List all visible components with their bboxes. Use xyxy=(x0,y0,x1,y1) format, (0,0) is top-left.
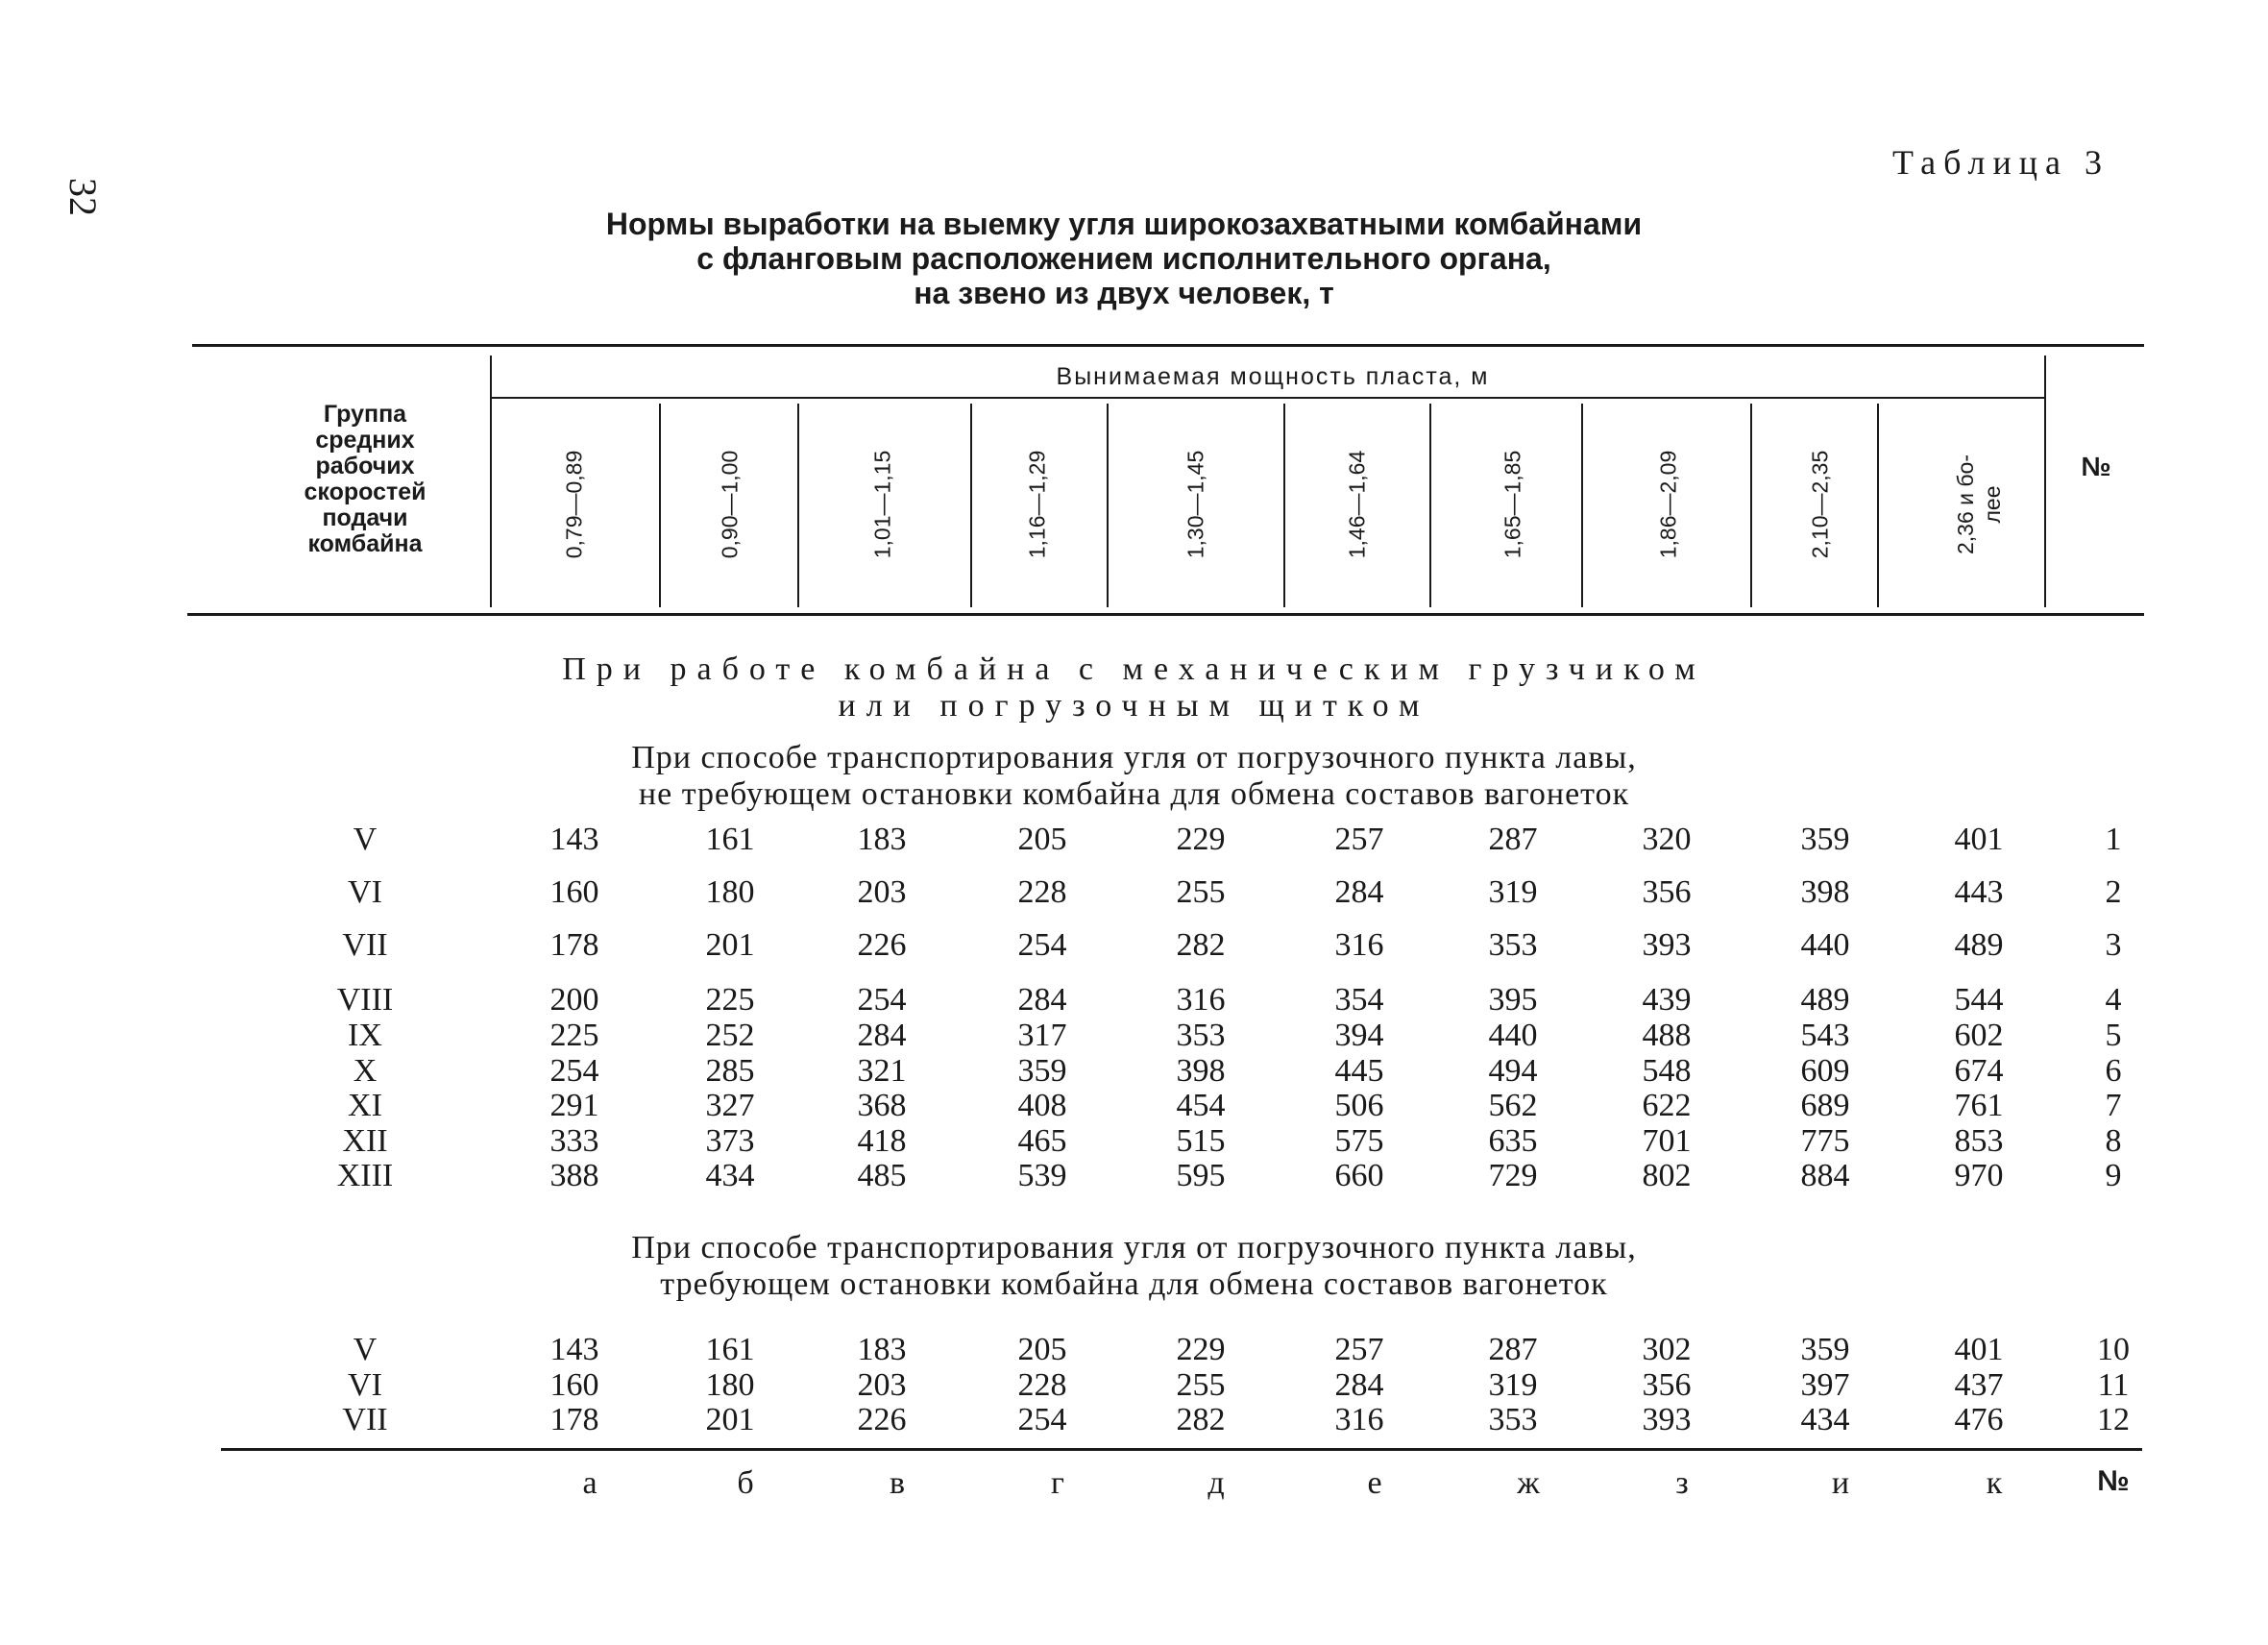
table-cell: 287 xyxy=(1488,822,1538,857)
table-cell: 401 xyxy=(1954,822,2004,857)
row-group-label: V xyxy=(353,822,378,857)
column-header xyxy=(1936,404,2022,605)
table-cell: 622 xyxy=(1642,1088,1692,1123)
table-cell: 674 xyxy=(1954,1053,2004,1089)
table-cell: 183 xyxy=(857,1332,907,1367)
table-cell: 562 xyxy=(1488,1088,1538,1123)
table-cell: 539 xyxy=(1017,1158,1067,1193)
table-cell: 761 xyxy=(1954,1088,2004,1123)
table-cell: 200 xyxy=(549,982,599,1018)
table-cell: 284 xyxy=(1334,874,1384,910)
column-header xyxy=(1470,404,1556,605)
table-cell: 515 xyxy=(1176,1123,1226,1159)
section-title-line: или погрузочным щитком xyxy=(838,688,1430,724)
thickness-span-header: Вынимаемая мощность пласта, м xyxy=(1056,363,1490,390)
table-cell: 445 xyxy=(1334,1053,1384,1089)
row-group-label: VI xyxy=(348,1367,382,1403)
footer-column-letter: в xyxy=(889,1465,906,1501)
table-cell: 353 xyxy=(1176,1018,1226,1053)
title-line: Нормы выработки на выемку угля широкозахватными комбайнами xyxy=(605,207,1643,241)
column-divider xyxy=(1107,404,1109,607)
section-title xyxy=(0,651,2268,724)
table-cell: 488 xyxy=(1642,1018,1692,1053)
table-cell: 440 xyxy=(1488,1018,1538,1053)
table-cell: 229 xyxy=(1176,822,1226,857)
table-cell: 853 xyxy=(1954,1123,2004,1159)
table-cell: 729 xyxy=(1488,1158,1538,1193)
table-cell: 180 xyxy=(705,874,755,910)
column-divider xyxy=(1581,404,1583,607)
table-cell: 454 xyxy=(1176,1088,1226,1123)
table-cell: 252 xyxy=(705,1018,755,1053)
table-cell: 284 xyxy=(857,1018,907,1053)
row-group-label: XIII xyxy=(336,1158,394,1193)
row-group-label: X xyxy=(353,1053,378,1089)
row-group-label: XII xyxy=(342,1123,388,1159)
table-cell: 609 xyxy=(1800,1053,1850,1089)
table-cell: 284 xyxy=(1017,982,1067,1018)
column-header-line: лее xyxy=(1980,485,2005,524)
subsection-title-line: При способе транспортирования угля от погрузочного пункта лавы, xyxy=(631,1230,1637,1265)
header-top-rule xyxy=(192,344,2144,347)
table-cell: 775 xyxy=(1800,1123,1850,1159)
table-cell: 254 xyxy=(1017,927,1067,963)
column-header-text: 2,10—2,35 xyxy=(1807,450,1833,559)
row-number: 1 xyxy=(2105,822,2122,857)
table-cell: 226 xyxy=(857,927,907,963)
row-group-label: IX xyxy=(348,1018,382,1053)
table-cell: 884 xyxy=(1800,1158,1850,1193)
footer-column-letter: е xyxy=(1367,1465,1382,1501)
table-cell: 395 xyxy=(1488,982,1538,1018)
table-cell: 353 xyxy=(1488,927,1538,963)
table-cell: 660 xyxy=(1334,1158,1384,1193)
table-cell: 575 xyxy=(1334,1123,1384,1159)
header-bottom-rule xyxy=(187,613,2144,616)
table-cell: 160 xyxy=(549,874,599,910)
table-cell: 254 xyxy=(1017,1402,1067,1437)
table-cell: 254 xyxy=(857,982,907,1018)
table-cell: 327 xyxy=(705,1088,755,1123)
table-cell: 180 xyxy=(705,1367,755,1403)
table-cell: 291 xyxy=(549,1088,599,1123)
table-cell: 418 xyxy=(857,1123,907,1159)
column-header xyxy=(840,404,926,605)
column-header xyxy=(1777,404,1864,605)
table-cell: 143 xyxy=(549,1332,599,1367)
page-number: 32 xyxy=(61,178,105,216)
column-divider xyxy=(1429,404,1431,607)
title-line: на звено из двух человек, т xyxy=(914,276,1334,310)
subsection-title-line: не требующем остановки комбайна для обмена составов вагонеток xyxy=(638,776,1630,812)
table-cell: 287 xyxy=(1488,1332,1538,1367)
footer-column-letter: б xyxy=(737,1465,754,1501)
table-cell: 203 xyxy=(857,874,907,910)
table-cell: 543 xyxy=(1800,1018,1850,1053)
footer-column-letter: к xyxy=(1986,1465,2003,1501)
column-divider xyxy=(970,404,972,607)
column-header-text xyxy=(1952,418,2006,591)
table-cell: 316 xyxy=(1176,982,1226,1018)
subsection-title-line: При способе транспортирования угля от погрузочного пункта лавы, xyxy=(631,740,1637,775)
group-header-line: комбайна xyxy=(307,530,423,557)
column-header-text: 1,01—1,15 xyxy=(869,450,895,559)
column-divider xyxy=(797,404,799,607)
table-cell: 316 xyxy=(1334,1402,1384,1437)
table-cell: 373 xyxy=(705,1123,755,1159)
footer-column-letter: а xyxy=(582,1465,597,1501)
footer-column-letter: и xyxy=(1831,1465,1850,1501)
table-cell: 284 xyxy=(1334,1367,1384,1403)
table-cell: 388 xyxy=(549,1158,599,1193)
row-group-label: VI xyxy=(348,874,382,910)
table-cell: 161 xyxy=(705,1332,755,1367)
table-cell: 319 xyxy=(1488,874,1538,910)
column-header-text: 1,86—2,09 xyxy=(1655,450,1681,559)
table-cell: 254 xyxy=(549,1053,599,1089)
row-number: 3 xyxy=(2105,927,2122,963)
table-cell: 255 xyxy=(1176,874,1226,910)
table-cell: 494 xyxy=(1488,1053,1538,1089)
table-cell: 394 xyxy=(1334,1018,1384,1053)
header-divider xyxy=(490,356,492,607)
table-cell: 257 xyxy=(1334,1332,1384,1367)
table-cell: 317 xyxy=(1017,1018,1067,1053)
table-cell: 356 xyxy=(1642,874,1692,910)
table-cell: 434 xyxy=(705,1158,755,1193)
table-cell: 255 xyxy=(1176,1367,1226,1403)
subsection-title-line: требующем остановки комбайна для обмена составов вагонеток xyxy=(660,1266,1608,1302)
table-cell: 320 xyxy=(1642,822,1692,857)
row-number: 2 xyxy=(2105,874,2122,910)
table-cell: 434 xyxy=(1800,1402,1850,1437)
column-header xyxy=(1625,404,1712,605)
table-cell: 439 xyxy=(1642,982,1692,1018)
table-cell: 316 xyxy=(1334,927,1384,963)
table-cell: 465 xyxy=(1017,1123,1067,1159)
row-number: 12 xyxy=(2097,1402,2130,1437)
table-cell: 228 xyxy=(1017,1367,1067,1403)
table-cell: 485 xyxy=(857,1158,907,1193)
table-cell: 397 xyxy=(1800,1367,1850,1403)
column-header-line: 2,36 и бо- xyxy=(1953,454,1978,555)
table-cell: 354 xyxy=(1334,982,1384,1018)
row-group-label: VII xyxy=(342,927,388,963)
row-number: 8 xyxy=(2105,1123,2122,1159)
table-title xyxy=(500,207,1748,310)
table-cell: 393 xyxy=(1642,1402,1692,1437)
section-title-line: При работе комбайна с механическим грузчиком xyxy=(562,651,1706,687)
column-header-text: 1,46—1,64 xyxy=(1344,450,1370,559)
footer-rule xyxy=(221,1448,2142,1451)
title-line: с фланговым расположением исполнительного органа, xyxy=(696,241,1551,276)
row-group-label: V xyxy=(353,1332,378,1367)
column-divider xyxy=(1283,404,1285,607)
table-cell: 161 xyxy=(705,822,755,857)
table-cell: 635 xyxy=(1488,1123,1538,1159)
table-cell: 201 xyxy=(705,927,755,963)
row-number: 4 xyxy=(2105,982,2122,1018)
group-header-line: скоростей xyxy=(304,479,427,505)
group-header xyxy=(250,402,480,557)
table-cell: 321 xyxy=(857,1053,907,1089)
group-header-line: рабочих xyxy=(315,453,415,479)
table-cell: 205 xyxy=(1017,822,1067,857)
column-divider xyxy=(1750,404,1752,607)
row-number: 11 xyxy=(2097,1367,2130,1403)
table-cell: 319 xyxy=(1488,1367,1538,1403)
column-header xyxy=(687,404,773,605)
row-group-label: XI xyxy=(348,1088,382,1123)
table-cell: 602 xyxy=(1954,1018,2004,1053)
table-cell: 225 xyxy=(549,1018,599,1053)
column-header xyxy=(531,404,618,605)
column-header-text: 1,30—1,45 xyxy=(1183,450,1208,559)
table-cell: 359 xyxy=(1800,822,1850,857)
table-cell: 282 xyxy=(1176,927,1226,963)
table-cell: 359 xyxy=(1800,1332,1850,1367)
column-divider xyxy=(659,404,661,607)
footer-column-letter: ж xyxy=(1517,1465,1540,1501)
row-number: 10 xyxy=(2097,1332,2130,1367)
table-cell: 489 xyxy=(1800,982,1850,1018)
table-cell: 229 xyxy=(1176,1332,1226,1367)
row-number: 7 xyxy=(2105,1088,2122,1123)
table-cell: 178 xyxy=(549,927,599,963)
table-cell: 285 xyxy=(705,1053,755,1089)
row-number: 9 xyxy=(2105,1158,2122,1193)
table-cell: 160 xyxy=(549,1367,599,1403)
group-header-line: Группа xyxy=(323,401,407,428)
group-header-line: подачи xyxy=(322,504,408,531)
table-cell: 398 xyxy=(1800,874,1850,910)
table-cell: 437 xyxy=(1954,1367,2004,1403)
table-cell: 544 xyxy=(1954,982,2004,1018)
column-header-text: 0,79—0,89 xyxy=(561,450,587,559)
table-cell: 359 xyxy=(1017,1053,1067,1089)
table-cell: 970 xyxy=(1954,1158,2004,1193)
column-header-text: 0,90—1,00 xyxy=(717,450,743,559)
table-cell: 398 xyxy=(1176,1053,1226,1089)
table-cell: 201 xyxy=(705,1402,755,1437)
table-cell: 143 xyxy=(549,822,599,857)
table-cell: 689 xyxy=(1800,1088,1850,1123)
table-cell: 178 xyxy=(549,1402,599,1437)
row-number: 6 xyxy=(2105,1053,2122,1089)
table-cell: 257 xyxy=(1334,822,1384,857)
table-cell: 333 xyxy=(549,1123,599,1159)
table-cell: 489 xyxy=(1954,927,2004,963)
table-cell: 183 xyxy=(857,822,907,857)
table-cell: 701 xyxy=(1642,1123,1692,1159)
table-cell: 595 xyxy=(1176,1158,1226,1193)
column-header-text: 1,65—1,85 xyxy=(1500,450,1525,559)
table-cell: 228 xyxy=(1017,874,1067,910)
header-divider xyxy=(2044,356,2046,607)
table-cell: 282 xyxy=(1176,1402,1226,1437)
table-cell: 203 xyxy=(857,1367,907,1403)
span-rule xyxy=(492,397,2046,399)
column-divider xyxy=(1877,404,1879,607)
group-header-line: средних xyxy=(315,427,415,454)
subsection-title-2 xyxy=(0,1230,2268,1303)
table-cell: 302 xyxy=(1642,1332,1692,1367)
table-cell: 401 xyxy=(1954,1332,2004,1367)
row-group-label: VIII xyxy=(336,982,394,1018)
row-number-header: № xyxy=(2081,452,2111,481)
table-cell: 353 xyxy=(1488,1402,1538,1437)
column-header-text: 1,16—1,29 xyxy=(1024,450,1050,559)
footer-number-label: № xyxy=(2097,1465,2130,1497)
column-header xyxy=(1314,404,1401,605)
table-label: Таблица 3 xyxy=(1892,143,2109,182)
footer-column-letter: г xyxy=(1051,1465,1064,1501)
table-cell: 356 xyxy=(1642,1367,1692,1403)
table-cell: 476 xyxy=(1954,1402,2004,1437)
subsection-title-1 xyxy=(0,740,2268,813)
column-header xyxy=(1153,404,1239,605)
table-cell: 225 xyxy=(705,982,755,1018)
column-header xyxy=(994,404,1081,605)
row-number: 5 xyxy=(2105,1018,2122,1053)
table-cell: 548 xyxy=(1642,1053,1692,1089)
table-cell: 205 xyxy=(1017,1332,1067,1367)
footer-column-letter: д xyxy=(1207,1465,1225,1501)
row-group-label: VII xyxy=(342,1402,388,1437)
table-cell: 408 xyxy=(1017,1088,1067,1123)
table-cell: 368 xyxy=(857,1088,907,1123)
table-cell: 393 xyxy=(1642,927,1692,963)
table-cell: 226 xyxy=(857,1402,907,1437)
footer-column-letter: з xyxy=(1675,1465,1689,1501)
table-cell: 506 xyxy=(1334,1088,1384,1123)
table-cell: 440 xyxy=(1800,927,1850,963)
table-cell: 443 xyxy=(1954,874,2004,910)
table-cell: 802 xyxy=(1642,1158,1692,1193)
